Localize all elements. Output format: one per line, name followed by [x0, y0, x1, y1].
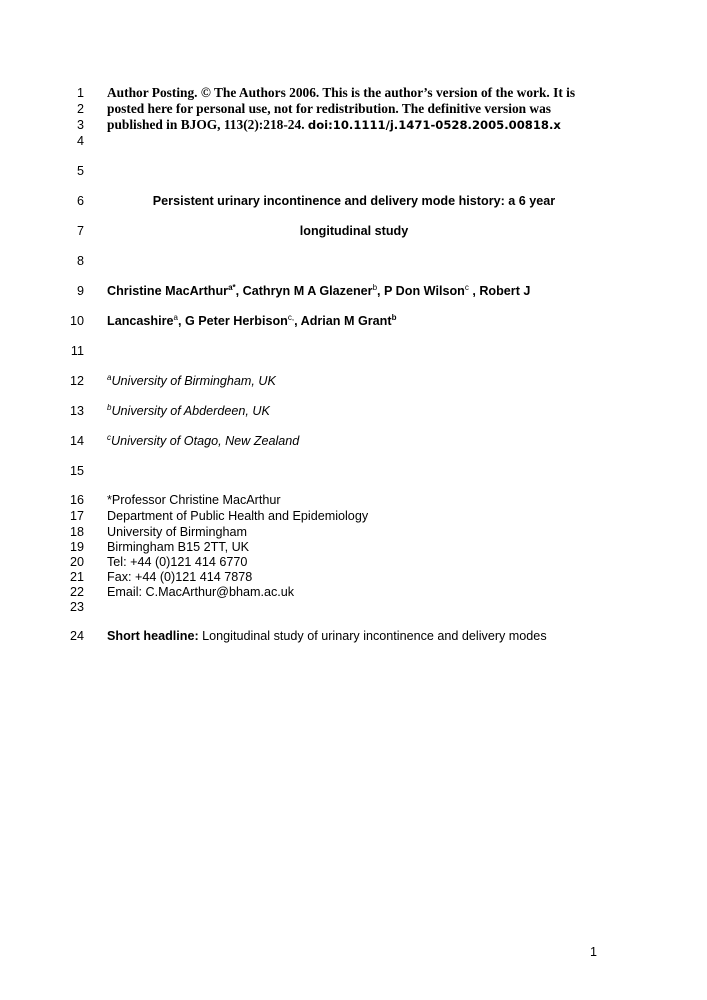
- author-name: , Robert J: [468, 284, 531, 298]
- affiliation-marker: b: [107, 403, 112, 412]
- line-number: 5: [76, 164, 84, 178]
- affiliation-marker: c: [107, 433, 111, 442]
- line-number: 9: [76, 284, 84, 298]
- affiliation: [107, 403, 270, 419]
- line-number: 1: [76, 86, 84, 100]
- line-number: 22: [69, 585, 84, 599]
- line-number: 18: [69, 525, 84, 539]
- line-number: 20: [69, 555, 84, 569]
- line-number: 24: [69, 629, 84, 643]
- short-headline: [107, 628, 547, 644]
- notice-line: posted here for personal use, not for redistribution. The definitive version was: [107, 101, 552, 116]
- affiliation-marker: b: [391, 313, 397, 322]
- short-headline-text: Longitudinal study of urinary incontinence and delivery modes: [198, 629, 547, 643]
- affiliation-text: University of Otago, New Zealand: [111, 434, 300, 448]
- line-number: 8: [76, 254, 84, 268]
- line-number: 2: [76, 102, 84, 116]
- author-name: Christine MacArthur: [107, 284, 229, 298]
- author-line: [107, 313, 396, 329]
- author-name: Lancashire: [107, 314, 174, 328]
- correspondence-line: Birmingham B15 2TT, UK: [107, 540, 250, 554]
- author-line: [107, 283, 530, 299]
- line-number: 15: [69, 464, 84, 478]
- line-number: 12: [69, 374, 84, 388]
- line-number: 6: [76, 194, 84, 208]
- affiliation-text: University of Abderdeen, UK: [111, 404, 270, 418]
- author-name: , Adrian M Grant: [294, 314, 392, 328]
- title-line: longitudinal study: [299, 224, 409, 238]
- line-number: 13: [69, 404, 84, 418]
- correspondence-email[interactable]: Email: C.MacArthur@bham.ac.uk: [107, 585, 295, 599]
- affiliation-marker: a: [107, 373, 112, 382]
- correspondence-line: University of Birmingham: [107, 525, 247, 539]
- line-number: 10: [69, 314, 84, 328]
- affiliation: [107, 373, 276, 389]
- affiliation-marker: c: [464, 283, 469, 292]
- line-number: 19: [69, 540, 84, 554]
- page-number: 1: [590, 945, 598, 959]
- affiliation-marker: a*: [228, 283, 236, 292]
- line-number: 14: [69, 434, 84, 448]
- line-number: 17: [69, 509, 84, 523]
- line-number: 7: [76, 224, 84, 238]
- line-number: 4: [76, 134, 84, 148]
- author-name: , P Don Wilson: [377, 284, 465, 298]
- notice-line: Author Posting. © The Authors 2006. This is the author’s version of the work. It is: [107, 85, 576, 100]
- correspondence-line: Fax: +44 (0)121 414 7878: [107, 570, 253, 584]
- correspondence-line: Department of Public Health and Epidemiology: [107, 509, 369, 523]
- notice-text: published in BJOG, 113(2):218-24.: [107, 117, 308, 132]
- affiliation: [107, 433, 299, 449]
- line-number: 16: [69, 493, 84, 507]
- line-number: 11: [70, 344, 84, 358]
- author-name: , G Peter Herbison: [177, 314, 288, 328]
- short-headline-label: Short headline:: [107, 629, 199, 643]
- affiliation-text: University of Birmingham, UK: [111, 374, 276, 388]
- correspondence-line: *Professor Christine MacArthur: [107, 493, 281, 507]
- doi-link[interactable]: doi:10.1111/j.1471-0528.2005.00818.x: [307, 118, 561, 132]
- correspondence-line: Tel: +44 (0)121 414 6770: [107, 555, 248, 569]
- author-name: , Cathryn M A Glazener: [235, 284, 373, 298]
- line-number: 21: [69, 570, 84, 584]
- affiliation-marker: b: [372, 283, 378, 292]
- line-number: 3: [76, 118, 84, 132]
- notice-line: [107, 117, 561, 133]
- line-number: 23: [69, 600, 84, 614]
- affiliation-marker: c,: [287, 313, 295, 322]
- affiliation-marker: a: [173, 313, 178, 322]
- title-line: Persistent urinary incontinence and delivery mode history: a 6 year: [152, 194, 556, 208]
